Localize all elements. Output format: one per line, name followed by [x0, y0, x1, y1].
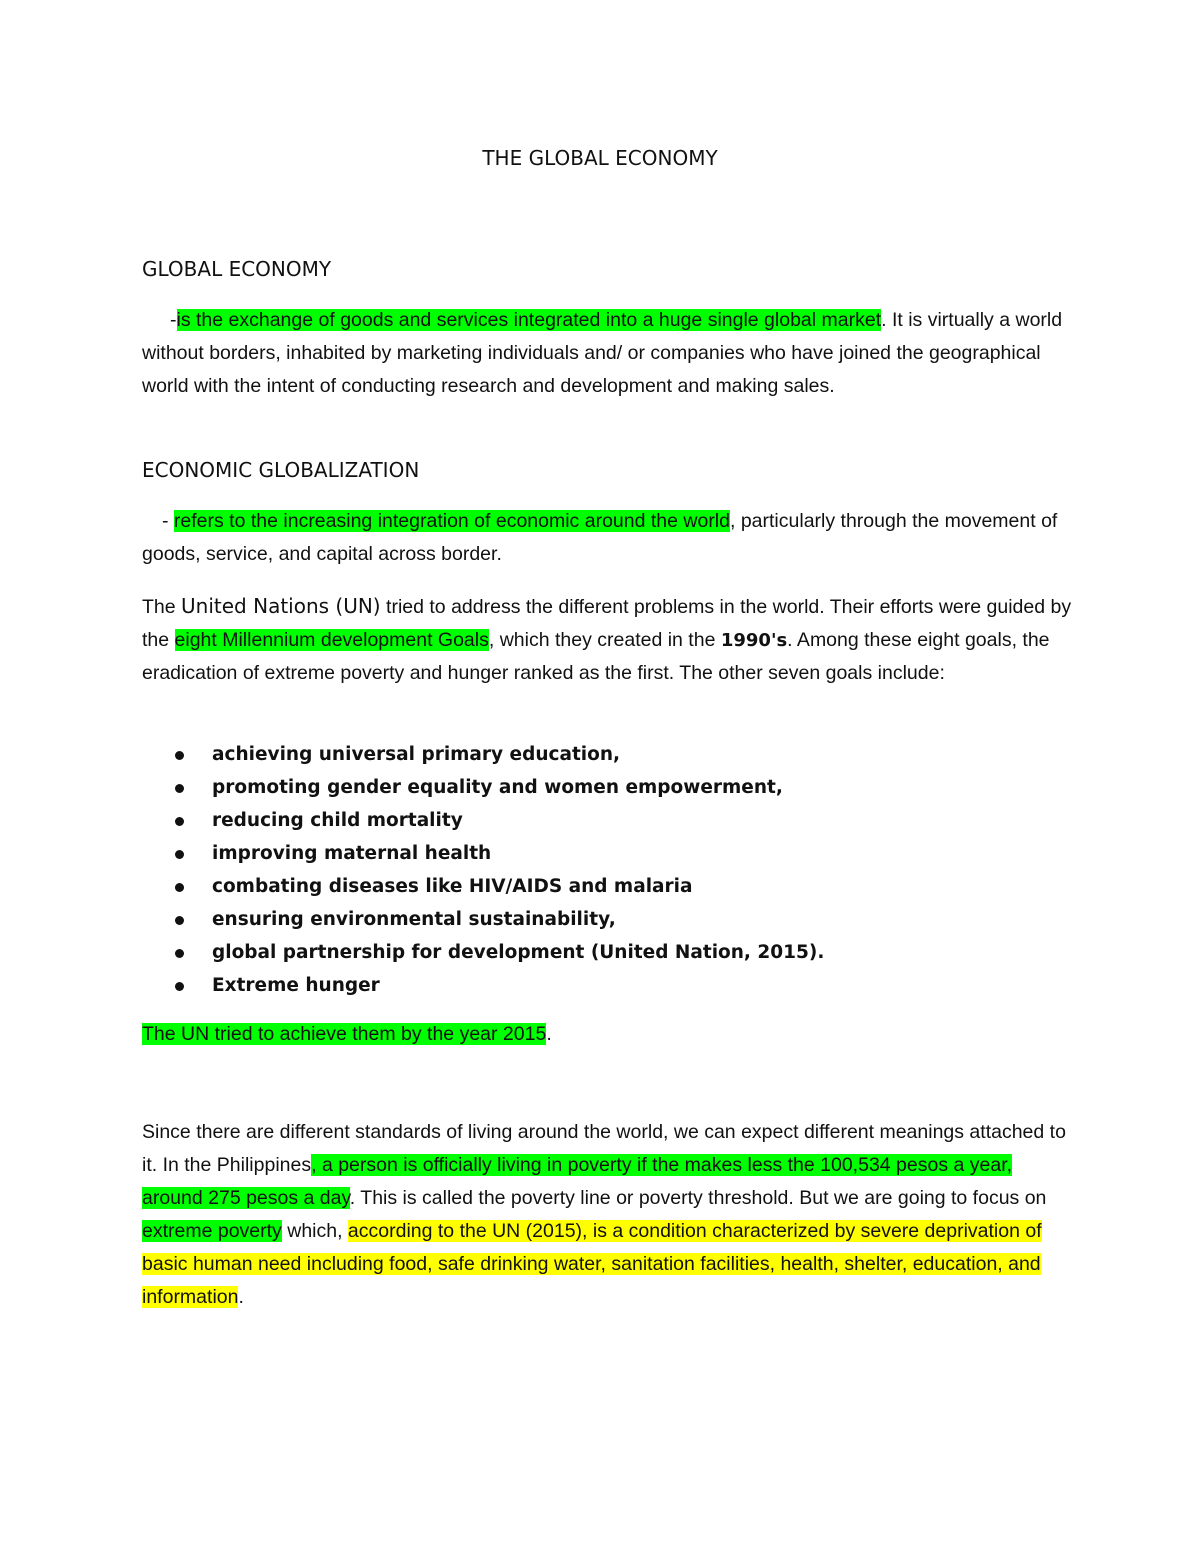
- un-name: United Nations (UN): [181, 594, 381, 618]
- bullet-icon: [175, 784, 184, 793]
- poverty-part4: .: [238, 1286, 244, 1308]
- extreme-poverty-highlight: extreme poverty: [142, 1220, 282, 1242]
- poverty-paragraph: [142, 1116, 1072, 1314]
- achieve-highlight: The UN tried to achieve them by the year 2015: [142, 1023, 547, 1045]
- mdg-highlight: eight Millennium development Goals: [174, 629, 489, 651]
- definition-highlight: is the exchange of goods and services integrated into a huge single global market: [176, 309, 882, 331]
- un-part1: The: [142, 596, 182, 618]
- goal-text: achieving universal primary education,: [212, 744, 621, 765]
- goal-text: reducing child mortality: [212, 810, 463, 831]
- poverty-line-highlight: , a person is officially living in poverty if the makes less the 100,534 pesos a year, around 275 pesos a day: [142, 1154, 1013, 1209]
- poverty-part3: which,: [281, 1220, 348, 1242]
- definition-lead: -: [162, 510, 174, 532]
- year-1990s: 1990's: [720, 630, 788, 651]
- list-item: [142, 936, 824, 969]
- bullet-icon: [175, 751, 184, 760]
- list-item: [142, 837, 824, 870]
- bullet-icon: [175, 817, 184, 826]
- achieve-sentence: [142, 1018, 1072, 1051]
- heading-global-economy: GLOBAL ECONOMY: [142, 257, 332, 281]
- list-item: [142, 738, 824, 771]
- list-item: [142, 870, 824, 903]
- bullet-icon: [175, 949, 184, 958]
- list-item: [142, 771, 824, 804]
- document-title: THE GLOBAL ECONOMY: [482, 146, 718, 170]
- heading-economic-globalization: ECONOMIC GLOBALIZATION: [142, 458, 420, 482]
- un-part4: . Among these eight goals, the eradication of extreme poverty and hunger ranked as the first. The other seven goals include:: [142, 629, 1050, 684]
- economic-globalization-definition: [142, 505, 1072, 571]
- bullet-icon: [175, 916, 184, 925]
- goal-text: Extreme hunger: [212, 975, 380, 996]
- definition-highlight: refers to the increasing integration of economic around the world: [173, 510, 730, 532]
- goal-text: promoting gender equality and women empowerment,: [212, 777, 783, 798]
- bullet-icon: [175, 850, 184, 859]
- goals-list: [142, 738, 824, 1002]
- un-paragraph: [142, 590, 1072, 690]
- bullet-icon: [175, 883, 184, 892]
- poverty-part2: . This is called the poverty line or poverty threshold. But we are going to focus on: [349, 1187, 1047, 1209]
- poverty-part1: Since there are different standards of living around the world, we can expect different meanings attached to it. In the Philippines: [142, 1121, 1066, 1176]
- list-item: [142, 969, 824, 1002]
- goal-text: ensuring environmental sustainability,: [212, 909, 616, 930]
- un-part3: , which they created in the: [488, 629, 721, 651]
- goal-text: improving maternal health: [212, 843, 492, 864]
- goal-text: global partnership for development (United Nation, 2015).: [212, 942, 825, 963]
- achieve-rest: .: [546, 1023, 552, 1045]
- bullet-icon: [175, 982, 184, 991]
- global-economy-definition: [142, 304, 1072, 403]
- definition-rest: . It is virtually a world without borders, inhabited by marketing individuals and/ or companies who have joined the geographical world with the intent of conducting research and development and making sales.: [142, 309, 1063, 397]
- un-part2: tried to address the different problems in the world. Their efforts were guided by the: [142, 596, 1072, 651]
- un-definition-highlight: according to the UN (2015), is a condition characterized by severe deprivation of basic human need including food, safe drinking water, sanitation facilities, health, shelter, education, and information: [142, 1220, 1042, 1308]
- list-item: [142, 903, 824, 936]
- goal-text: combating diseases like HIV/AIDS and malaria: [212, 876, 693, 897]
- list-item: [142, 804, 824, 837]
- definition-rest: , particularly through the movement of goods, service, and capital across border.: [142, 510, 1058, 565]
- definition-lead: -: [170, 309, 177, 331]
